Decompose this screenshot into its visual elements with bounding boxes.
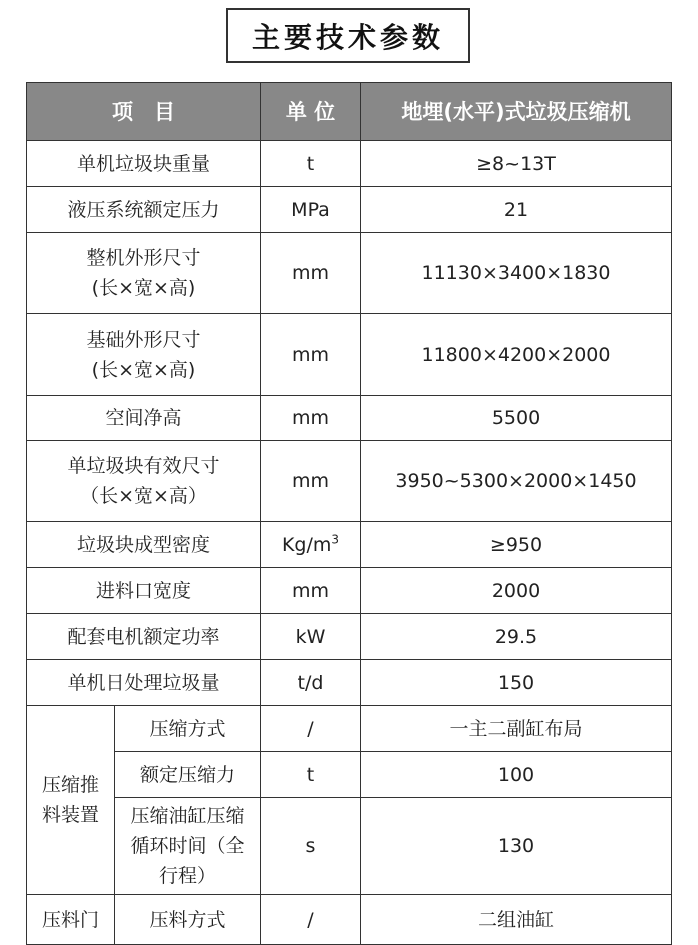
table-row xyxy=(27,441,672,522)
row-unit: kW xyxy=(261,614,361,660)
row-label xyxy=(27,233,261,314)
row-value: 100 xyxy=(361,752,672,798)
row-label-line: （长×宽×高） xyxy=(80,485,207,507)
header-machine: 地埋(水平)式垃圾压缩机 xyxy=(361,83,672,141)
sub-label: 压缩方式 xyxy=(115,706,261,752)
table-row xyxy=(27,895,672,945)
row-value: 2000 xyxy=(361,568,672,614)
sub-label xyxy=(115,798,261,895)
sub-label-line: 压缩油缸压缩 xyxy=(130,805,245,827)
row-label-line: 单垃圾块有效尺寸 xyxy=(67,455,220,477)
header-unit: 单 位 xyxy=(261,83,361,141)
header-item: 项 目 xyxy=(27,83,261,141)
table-row xyxy=(27,614,672,660)
row-value: ≥8~13T xyxy=(361,141,672,187)
table-row xyxy=(27,141,672,187)
row-unit xyxy=(261,522,361,568)
row-unit: mm xyxy=(261,233,361,314)
row-value: 5500 xyxy=(361,396,672,441)
row-unit: mm xyxy=(261,441,361,522)
title-box xyxy=(226,8,470,63)
table-row xyxy=(27,187,672,233)
row-label: 进料口宽度 xyxy=(27,568,261,614)
unit-base: Kg/m xyxy=(281,533,332,556)
row-label: 单机垃圾块重量 xyxy=(27,141,261,187)
row-value: 29.5 xyxy=(361,614,672,660)
page-title: 主要技术参数 xyxy=(251,20,444,54)
sub-label-line: 行程） xyxy=(158,865,216,887)
row-unit: mm xyxy=(261,396,361,441)
row-value: 11800×4200×2000 xyxy=(361,314,672,396)
row-unit: s xyxy=(261,798,361,895)
group-label-line: 压缩推 xyxy=(41,774,99,796)
unit-superscript: 3 xyxy=(331,532,340,547)
row-value: 150 xyxy=(361,660,672,706)
row-value: 3950~5300×2000×1450 xyxy=(361,441,672,522)
row-label xyxy=(27,441,261,522)
group-label xyxy=(27,706,115,895)
table-row xyxy=(27,706,672,752)
row-unit: t xyxy=(261,752,361,798)
spec-table xyxy=(26,82,672,945)
group-label-line: 料装置 xyxy=(41,804,99,826)
group-label: 压料门 xyxy=(27,895,115,945)
table-row xyxy=(27,314,672,396)
row-unit: / xyxy=(261,706,361,752)
row-unit: MPa xyxy=(261,187,361,233)
row-label-line: 整机外形尺寸 xyxy=(86,247,201,269)
row-value: 11130×3400×1830 xyxy=(361,233,672,314)
row-value: 一主二副缸布局 xyxy=(361,706,672,752)
table-row xyxy=(27,568,672,614)
row-value: 130 xyxy=(361,798,672,895)
row-label: 配套电机额定功率 xyxy=(27,614,261,660)
table-row xyxy=(27,752,672,798)
row-unit: t/d xyxy=(261,660,361,706)
row-label: 空间净高 xyxy=(27,396,261,441)
row-unit: / xyxy=(261,895,361,945)
sub-label: 压料方式 xyxy=(115,895,261,945)
table-row xyxy=(27,522,672,568)
table-row xyxy=(27,660,672,706)
sub-label: 额定压缩力 xyxy=(115,752,261,798)
row-value: 二组油缸 xyxy=(361,895,672,945)
row-label: 单机日处理垃圾量 xyxy=(27,660,261,706)
table-row xyxy=(27,233,672,314)
row-label: 液压系统额定压力 xyxy=(27,187,261,233)
row-label-line: (长×宽×高) xyxy=(91,277,196,299)
table-row xyxy=(27,798,672,895)
row-label xyxy=(27,314,261,396)
row-label-line: 基础外形尺寸 xyxy=(86,328,201,351)
row-value: 21 xyxy=(361,187,672,233)
row-label-line: (长×宽×高) xyxy=(91,358,196,381)
row-unit: mm xyxy=(261,568,361,614)
row-unit: mm xyxy=(261,314,361,396)
table-header xyxy=(27,83,672,141)
row-value: ≥950 xyxy=(361,522,672,568)
row-unit: t xyxy=(261,141,361,187)
sub-label-line: 循环时间（全 xyxy=(130,835,245,857)
table-row xyxy=(27,396,672,441)
row-label: 垃圾块成型密度 xyxy=(27,522,261,568)
